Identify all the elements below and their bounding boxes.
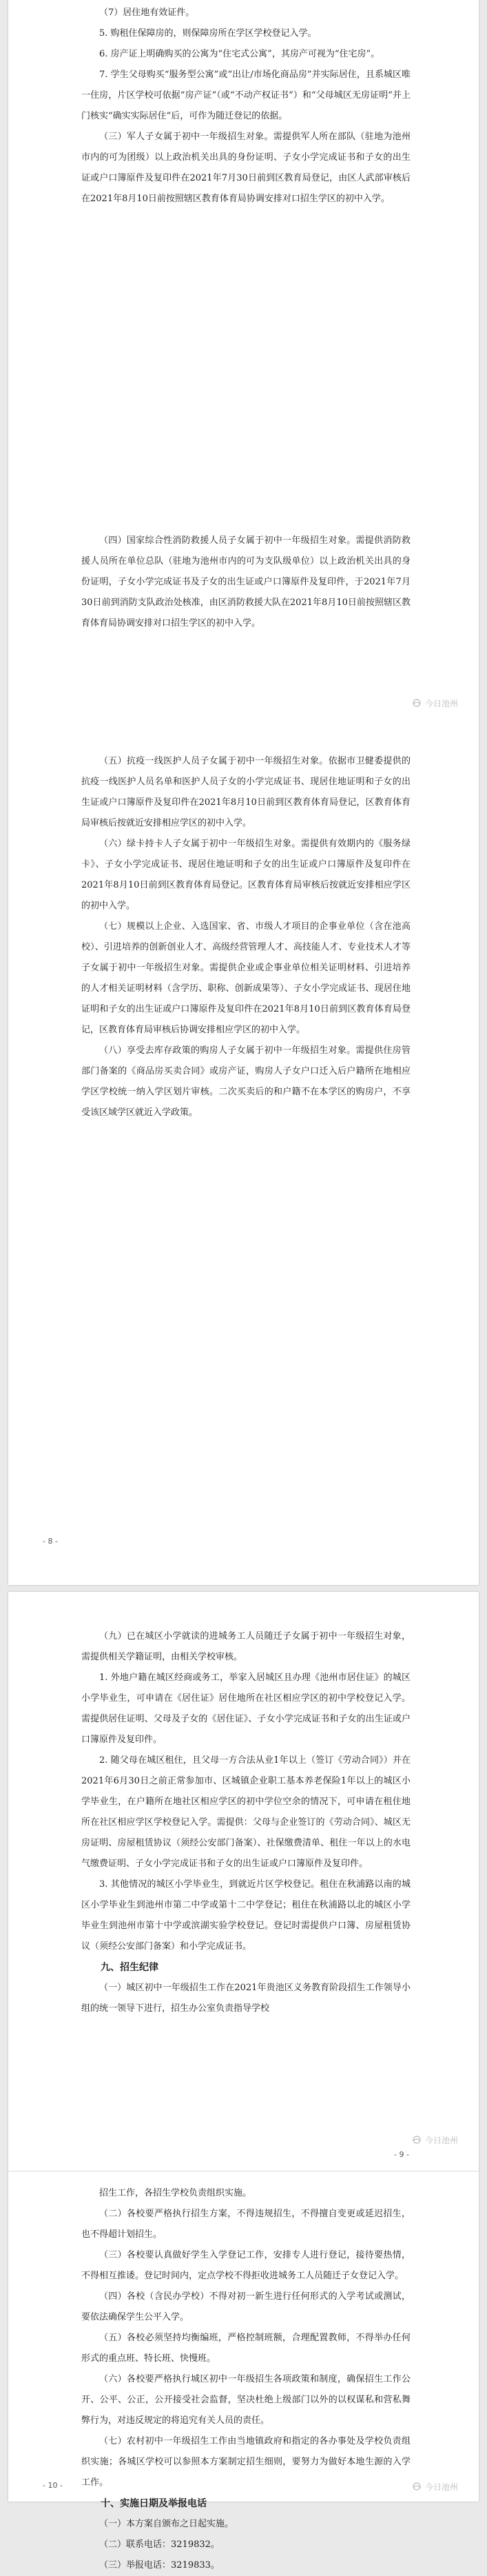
talent-children-paragraph: （七）规模以上企业、入选国家、省、市级人才项目的企事业单位（含在池高校）、引进培养的创新创业人才、高级经营管理人才、高技能人才、专业技术人才等子女属于初中一年级招生对象。需提供企业或企事业单位相关证明材料、引进培养的人才相关证明材料（含学历、职称、创新成果等）、子女小学完成证书、现居住地证明和子女的出生证或户口簿原件及复印件在2021年8月10日前到区教育体育局登记，区教育体育局审核后协调安排相应学区的初中入学。 [81, 921, 411, 1035]
watermark-text: 今日池州 [424, 2135, 458, 2145]
watermark [411, 696, 458, 710]
watermark [411, 2480, 458, 2493]
section-heading-discipline: 九、招生纪律 [101, 1962, 158, 1973]
page-number: - 10 - [43, 2481, 63, 2490]
paragraph: （四）各校（含民办学校）不得对初一新生进行任何形式的入学考试或测试，要依法确保学生公平入学。 [81, 2291, 411, 2322]
contact-phone: （二）联系电话：3219832。 [99, 2539, 220, 2550]
paragraph: （一）城区初中一年级招生工作在2021年贵池区义务教育阶段招生工作领导小组的统一领导下进行，招生办公室负责指导学校 [81, 1983, 411, 2014]
paragraph: 6. 房产证上明确购买的公寓为“住宅式公寓”，其房产可视为“住宅房”。 [99, 49, 380, 59]
watermark-text: 今日池州 [424, 698, 458, 708]
page9-block-a [81, 1626, 411, 2019]
page10-block [81, 2183, 411, 2576]
green-card-paragraph: （六）绿卡持卡人子女属于初中一年级招生对象。需提供有效期内的《服务绿卡》、子女小学完成证书、现居住地证明和子女的出生证或户口簿原件及复印件在2021年8月10日前到区教育体育局登记。区教育体育局审核后按就近安排相应学区的初中入学。 [81, 839, 411, 911]
paragraph: 5. 购租住保障房的，则保障房所在学区学校登记入学。 [99, 28, 317, 39]
paragraph: 1. 外地户籍在城区经商或务工，举家入居城区且办理《池州市居住证》的城区小学毕业生，可申请在《居住证》居住地所在社区相应学区的初中学校登记入学。需提供居住证明、父母及子女的《居住证》、子女小学完成证书和子女的出生证或户口簿原件及复印件。 [81, 1673, 411, 1745]
watermark-text: 今日池州 [424, 2482, 458, 2492]
document-page-8 [8, 0, 479, 1585]
page8-block-b [81, 531, 411, 634]
document-page-9-10 [8, 1592, 479, 2570]
paragraph: （七）农村初中一年级招生工作由当地镇政府和指定的各办事处及学校负责组织实施；各城区学校可以参照本方案制定招生细则，要努力为做好本地生源的入学工作。 [81, 2436, 411, 2488]
migrant-children-paragraph: （九）已在城区小学就读的进城务工人员随迁子女属于初中一年级招生对象，需提供相关学籍证明，由相关学校审核。 [81, 1631, 411, 1662]
page-number: - 8 - [43, 1537, 58, 1546]
home-buyer-children-paragraph: （八）享受去库存政策的购房人子女属于初中一年级招生对象。需提供住房管部门备案的《商品房买卖合同》或房产证，购房人子女户口迁入后户籍所在地相应学区学校统一纳入学区划片审核。二次买卖后的和户籍不在本学区的购房户，不享受该区域学区就近入学政策。 [81, 1045, 411, 1118]
watermark-logo-icon [411, 698, 422, 708]
watermark [411, 2133, 458, 2147]
paragraph: （五）各校必须坚持均衡编班，严格控制班额，合理配置教师，不得举办任何形式的重点班、特长班、快慢班。 [81, 2333, 411, 2364]
paragraph: （六）各校要严格执行城区初中一年级招生各项政策和制度，确保招生工作公开、公平、公正，公开接受社会监督，坚决杜绝上级部门以外的以权谋私和营私舞弊行为，对违反规定的将追究有关人员的责任。 [81, 2374, 411, 2426]
page8-block-c [81, 751, 411, 1123]
paragraph: 2. 随父母在城区租住，且父母一方合法从业1年以上（签订《劳动合同》）并在2021年6月30日之前正常参加市、区城镇企业职工基本养老保险1年以上的城区小学毕业生，在户籍所在地社区相应学区的初中学位空余的情况下，可申请在租住地所在社区相应学区学校登记入学。需提供：父母与企业签订的《劳动合同》、城区无房证明、房屋租赁协议（须经公安部门备案）、社保缴费清单、租住一年以上的水电气缴费证明、子女小学完成证书和子女的出生证或户口簿原件及复印件。 [81, 1755, 411, 1869]
frontline-medical-paragraph: （五）抗疫一线医护人员子女属于初中一年级招生对象。依据市卫健委提供的抗疫一线医护人员名单和医护人员子女的小学完成证书、现居住地证明和子女的出生证或户口簿原件及复印件在2021年8月10日前到区教育体育局登记，区教育体育局审核后按就近安排相应学区的初中入学。 [81, 756, 411, 828]
watermark-logo-icon [411, 2482, 422, 2491]
military-children-paragraph: （三）军人子女属于初中一年级招生对象。需提供军人所在部队（驻地为池州市内的可为团级）以上政治机关出具的身份证明、子女小学完成证书和子女的出生证或户口簿原件及复印件在2021年7月30日前到区教育局登记，由区人武部审核后在2021年8月10日前按照辖区教育体育局协调安排对口招生学区的初中入学。 [81, 132, 411, 204]
section-heading-dates: 十、实施日期及举报电话 [101, 2498, 207, 2509]
page-number: - 9 - [394, 2150, 409, 2159]
fire-rescue-children-paragraph: （四）国家综合性消防救援人员子女属于初中一年级招生对象。需提供消防救援人员所在单位总队（驻地为池州市内的可为支队级单位）以上政治机关出具的身份证明，子女小学完成证书及子女的出生证或户口簿原件及复印件，于2021年7月30日前到消防支队政治处核准，由区消防救援大队在2021年8月10日前按照辖区教育体育局协调安排对口招生学区的初中入学。 [81, 535, 411, 628]
paragraph: 3. 其他情况的城区小学毕业生，到就近片区学校登记。租住在秋浦路以南的城区小学毕业生到池州市第二中学或第十二中学登记；租住在秋浦路以北的城区小学毕业生到池州市第十中学或滨湖实验学校登记。登记时需提供户口簿、房屋租赁协议（须经公安部门备案）和小学完成证书。 [81, 1879, 411, 1952]
paragraph: （二）各校要严格执行招生方案，不得违规招生，不得擅自变更或延迟招生，也不得超计划招生。 [81, 2209, 411, 2240]
page8-block-a [81, 3, 411, 209]
paragraph: （一）本方案自颁布之日起实施。 [99, 2519, 234, 2529]
report-phone: （三）举报电话：3219833。 [99, 2560, 220, 2570]
paragraph: （7）居住地有效证件。 [99, 8, 195, 18]
watermark-logo-icon [411, 2135, 422, 2145]
paragraph: 7. 学生父母购买“服务型公寓”或“出让/市场化商品房”并实际居住，且系城区唯一住房，片区学校可依据“房产证”（或“不动产权证书”）和“父母城区无房证明”并上门核实“确实实际居住”后，可作为随迁登记的依据。 [81, 70, 411, 121]
paragraph: （三）各校要认真做好学生入学登记工作，安排专人进行登记，接待要热情，不得相互推诿。登记时间内，定点学校不得拒收进城务工人员随迁子女登记入学。 [81, 2250, 411, 2281]
paragraph: 招生工作，各招生学校负责组织实施。 [99, 2188, 252, 2198]
